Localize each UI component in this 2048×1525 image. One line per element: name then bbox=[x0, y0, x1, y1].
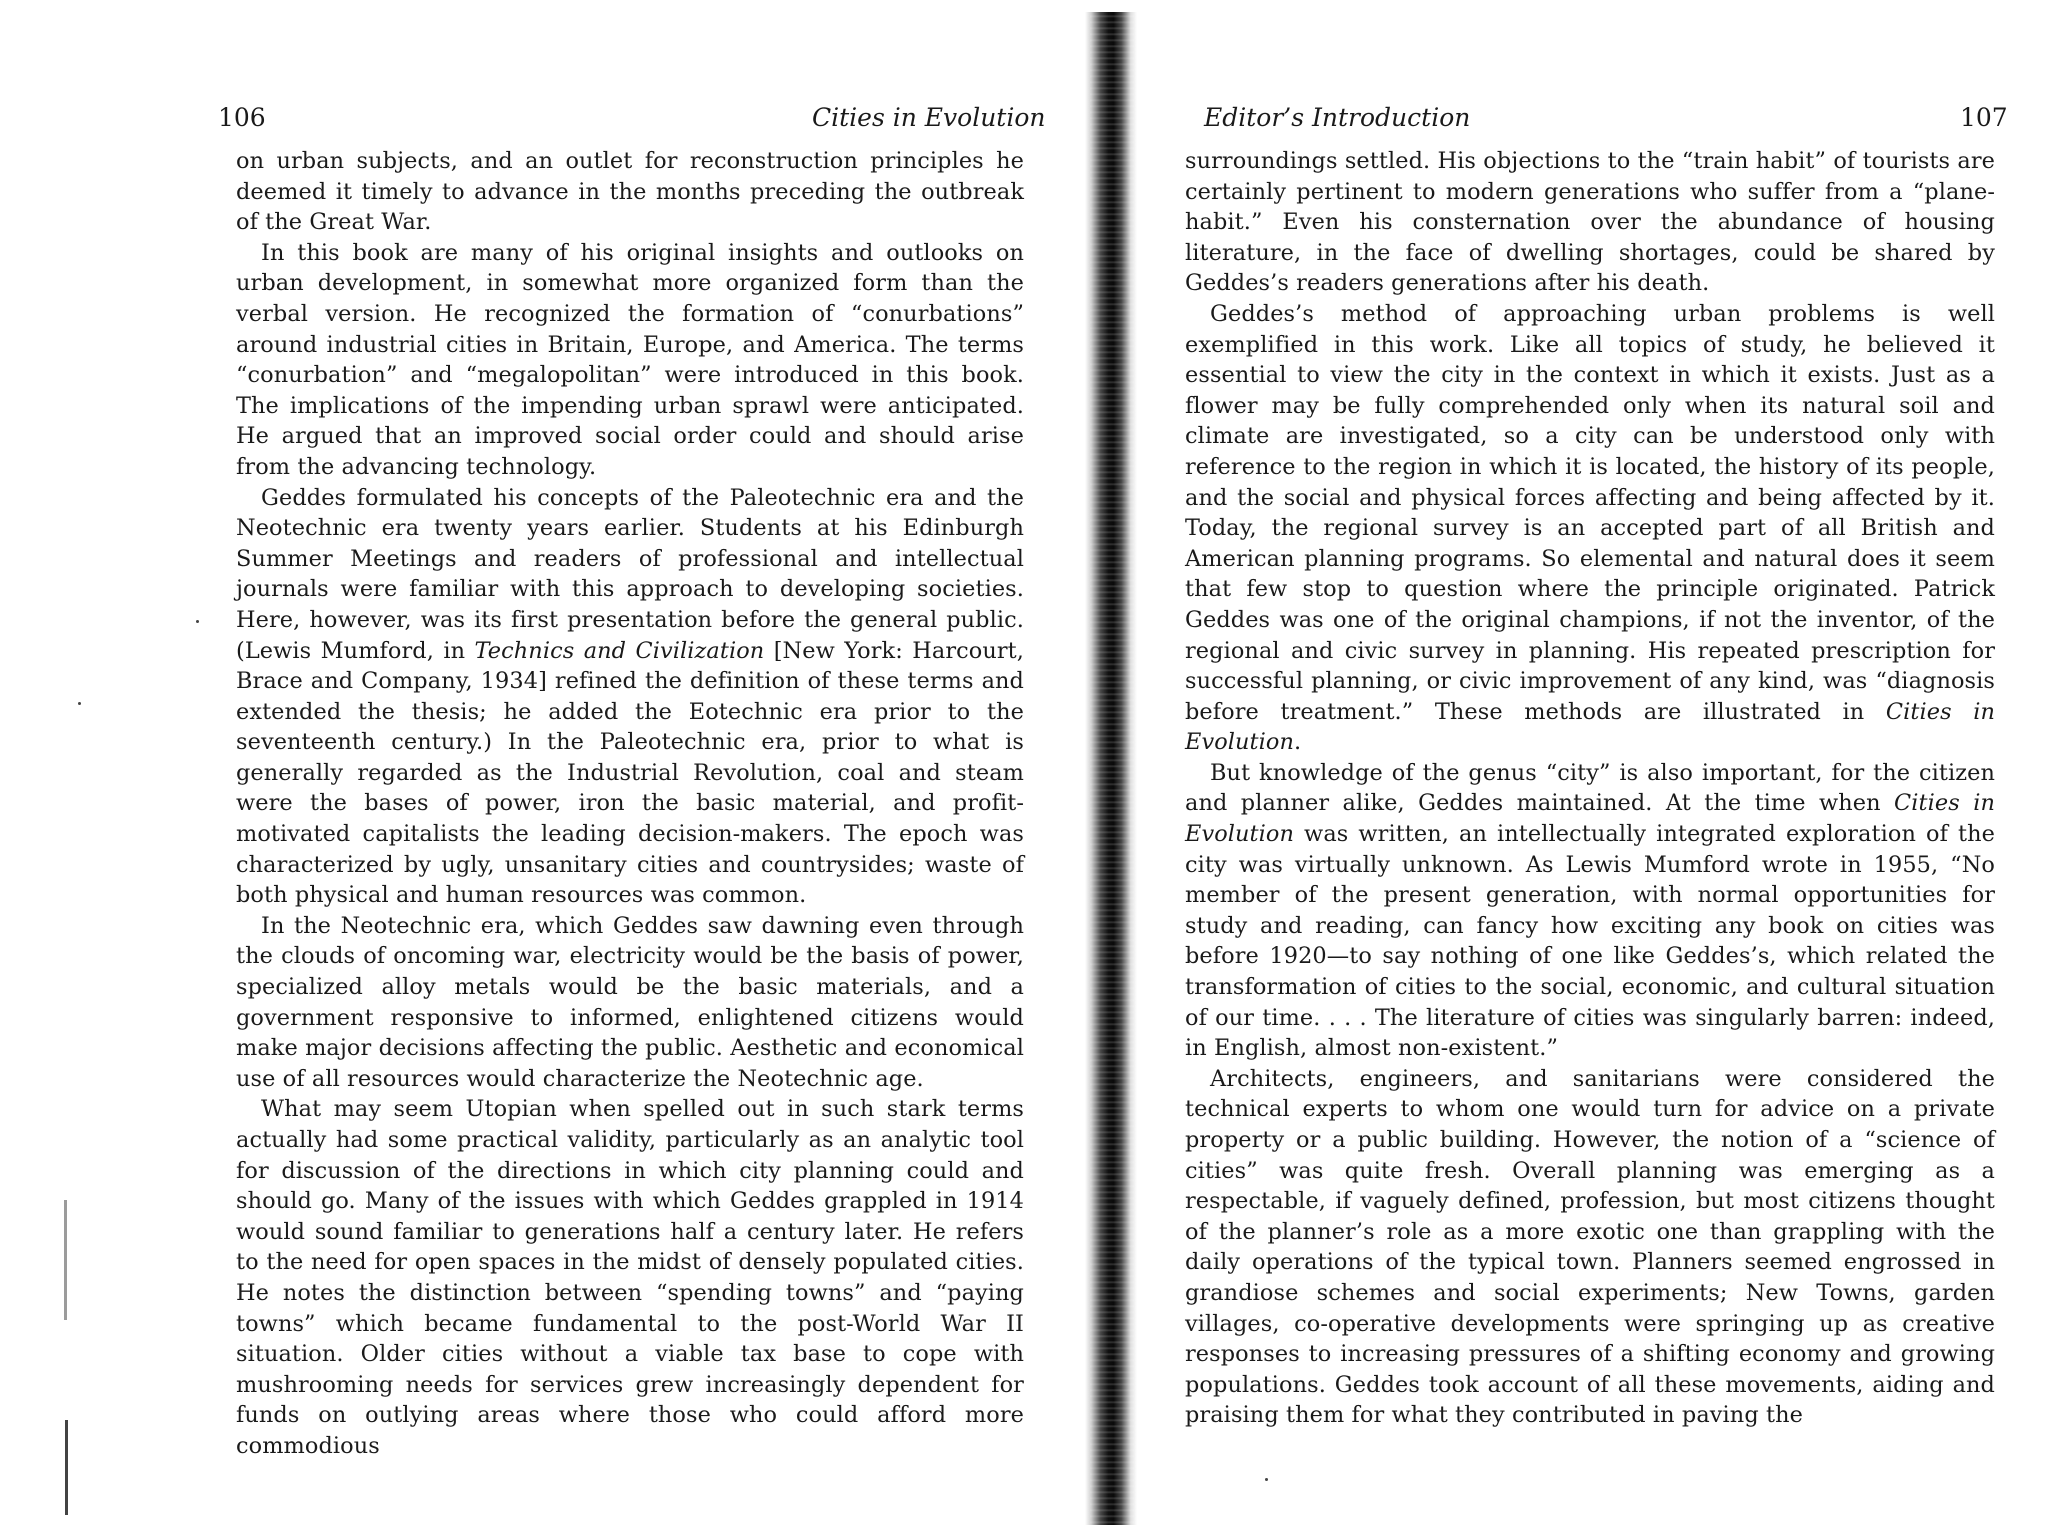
left-paragraph-1: on urban subjects, and an outlet for reconstruction principles he deemed it timely to advance in the months preceding the outbreak of the Great War. bbox=[236, 148, 1024, 236]
scan-dust-dot bbox=[196, 620, 199, 623]
right-paragraph-3 bbox=[1185, 758, 1995, 1064]
right-paragraph-2-part-b: . bbox=[1294, 729, 1302, 756]
left-paragraph-5: What may seem Utopian when spelled out in such stark terms actually had some practical validity, particularly as an analytic tool for discussion of the directions in which city planning could and should go. Many of the issues with which Geddes grappled in 1914 would sound familiar to generations half a century later. He refers to the need for open spaces in the midst of densely populated cities. He notes the distinction between “spending towns” and “paying towns” which became fundamental to the post-World War II situation. Older cities without a viable tax base to cope with mushrooming needs for services grew increasingly dependent for funds on outlying areas where those who could afford more commodious bbox=[236, 1096, 1024, 1459]
scan-dust-dot bbox=[78, 702, 81, 705]
right-paragraph-2-italic: Cities in Evolution bbox=[1185, 698, 1995, 756]
right-paragraph-3-part-a: But knowledge of the genus “city” is also important, for the citizen and planner alike, Geddes maintained. At the time when bbox=[1185, 759, 1995, 817]
right-paragraph-2 bbox=[1185, 299, 1995, 758]
scan-margin-mark bbox=[65, 1420, 68, 1515]
left-paragraph-3 bbox=[236, 483, 1024, 911]
right-paragraph-1: surroundings settled. His objections to the “train habit” of tourists are certainly pertinent to modern generations who suffer from a “plane-habit.” Even his consternation over the abundance of housing literature, in the face of dwelling shortages, could be shared by Geddes’s readers generations after his death. bbox=[1185, 148, 1995, 297]
left-paragraph-4: In the Neotechnic era, which Geddes saw dawning even through the clouds of oncoming war, electricity would be the basis of power, specialized alloy metals would be the basic materials, and a government responsive to informed, enlightened citizens would make major decisions affecting the public. Aesthetic and economical use of all resources would characterize the Neotechnic age. bbox=[236, 912, 1024, 1092]
left-text-block bbox=[236, 146, 1024, 1462]
right-paragraph-3-italic: Cities in Evolution bbox=[1185, 790, 1995, 848]
left-running-title: Cities in Evolution bbox=[812, 103, 1046, 132]
scan-dust-dot bbox=[1265, 1478, 1268, 1481]
left-paragraph-2: In this book are many of his original insights and outlooks on urban development, in somewhat more organized form than the verbal version. He recognized the formation of “conurbations” around industrial cities in Britain, Europe, and America. The terms “conurbation” and “megalopolitan” were introduced in this book. The implications of the impending urban sprawl were anticipated. He argued that an improved social order could and should arise from the advancing technology. bbox=[236, 239, 1024, 480]
right-page bbox=[1080, 0, 2048, 1525]
scan-margin-mark bbox=[64, 1200, 67, 1320]
right-running-title: Editor’s Introduction bbox=[1204, 103, 1471, 132]
right-paragraph-4: Architects, engineers, and sanitarians were considered the technical experts to whom one would turn for advice on a private property or a public building. However, the notion of a “science of cities” was quite fresh. Overall planning was emerging as a respectable, if vaguely defined, profession, but most citizens thought of the planner’s role as a more exotic one than grappling with the daily operations of the typical town. Planners seemed engrossed in grandiose schemes and social experiments; New Towns, garden villages, co-operative developments were springing up as creative responses to increasing pressures of a shifting economy and growing populations. Geddes took account of all these movements, aiding and praising them for what they contributed in paving the bbox=[1185, 1065, 1995, 1429]
left-paragraph-3-part-b: [New York: Harcourt, Brace and Company, 1934] refined the definition of these terms and extended the thesis; he added the Eotechnic era prior to the seventeenth century.) In the Paleotechnic era, prior to what is generally regarded as the Industrial Revolution, coal and steam were the bases of power, iron the basic material, and profit-motivated capitalists the leading decision-makers. The epoch was characterized by ugly, unsanitary cities and countrysides; waste of both physical and human resources was common. bbox=[236, 637, 1024, 909]
right-text-block bbox=[1185, 146, 1995, 1431]
right-page-number: 107 bbox=[1960, 103, 2008, 132]
left-paragraph-3-italic: Technics and Civilization bbox=[474, 637, 765, 664]
left-paragraph-3-part-a: Geddes formulated his concepts of the Paleotechnic era and the Neotechnic era twenty years earlier. Students at his Edinburgh Summer Meetings and readers of professional and intellectual journals were familiar with this approach to developing societies. Here, however, was its first presentation before the general public. (Lewis Mumford, in bbox=[236, 484, 1024, 664]
right-paragraph-3-part-b: was written, an intellectually integrated exploration of the city was virtually unknown. As Lewis Mumford wrote in 1955, “No member of the present generation, with normal opportunities for study and reading, can fancy how exciting any book on cities was before 1920—to say nothing of one like Geddes’s, which related the transformation of cities to the social, economic, and cultural situation of our time. . . . The literature of cities was singularly barren: indeed, in English, almost non-existent.” bbox=[1185, 821, 1995, 1062]
left-page-number: 106 bbox=[218, 103, 266, 132]
right-paragraph-2-part-a: Geddes’s method of approaching urban problems is well exemplified in this work. Like all topics of study, he believed it essential to view the city in the context in which it exists. Just as a flower may be fully comprehended only when its natural soil and climate are investigated, so a city can be understood only with reference to the region in which it is located, the history of its people, and the social and physical forces affecting and being affected by it. Today, the regional survey is an accepted part of all British and American planning programs. So elemental and natural does it seem that few stop to question where the principle originated. Patrick Geddes was one of the original champions, if not the inventor, of the regional and civic survey in planning. His repeated prescription for successful planning, or civic improvement of any kind, was “diagnosis before treatment.” These methods are illustrated in bbox=[1185, 300, 1995, 725]
